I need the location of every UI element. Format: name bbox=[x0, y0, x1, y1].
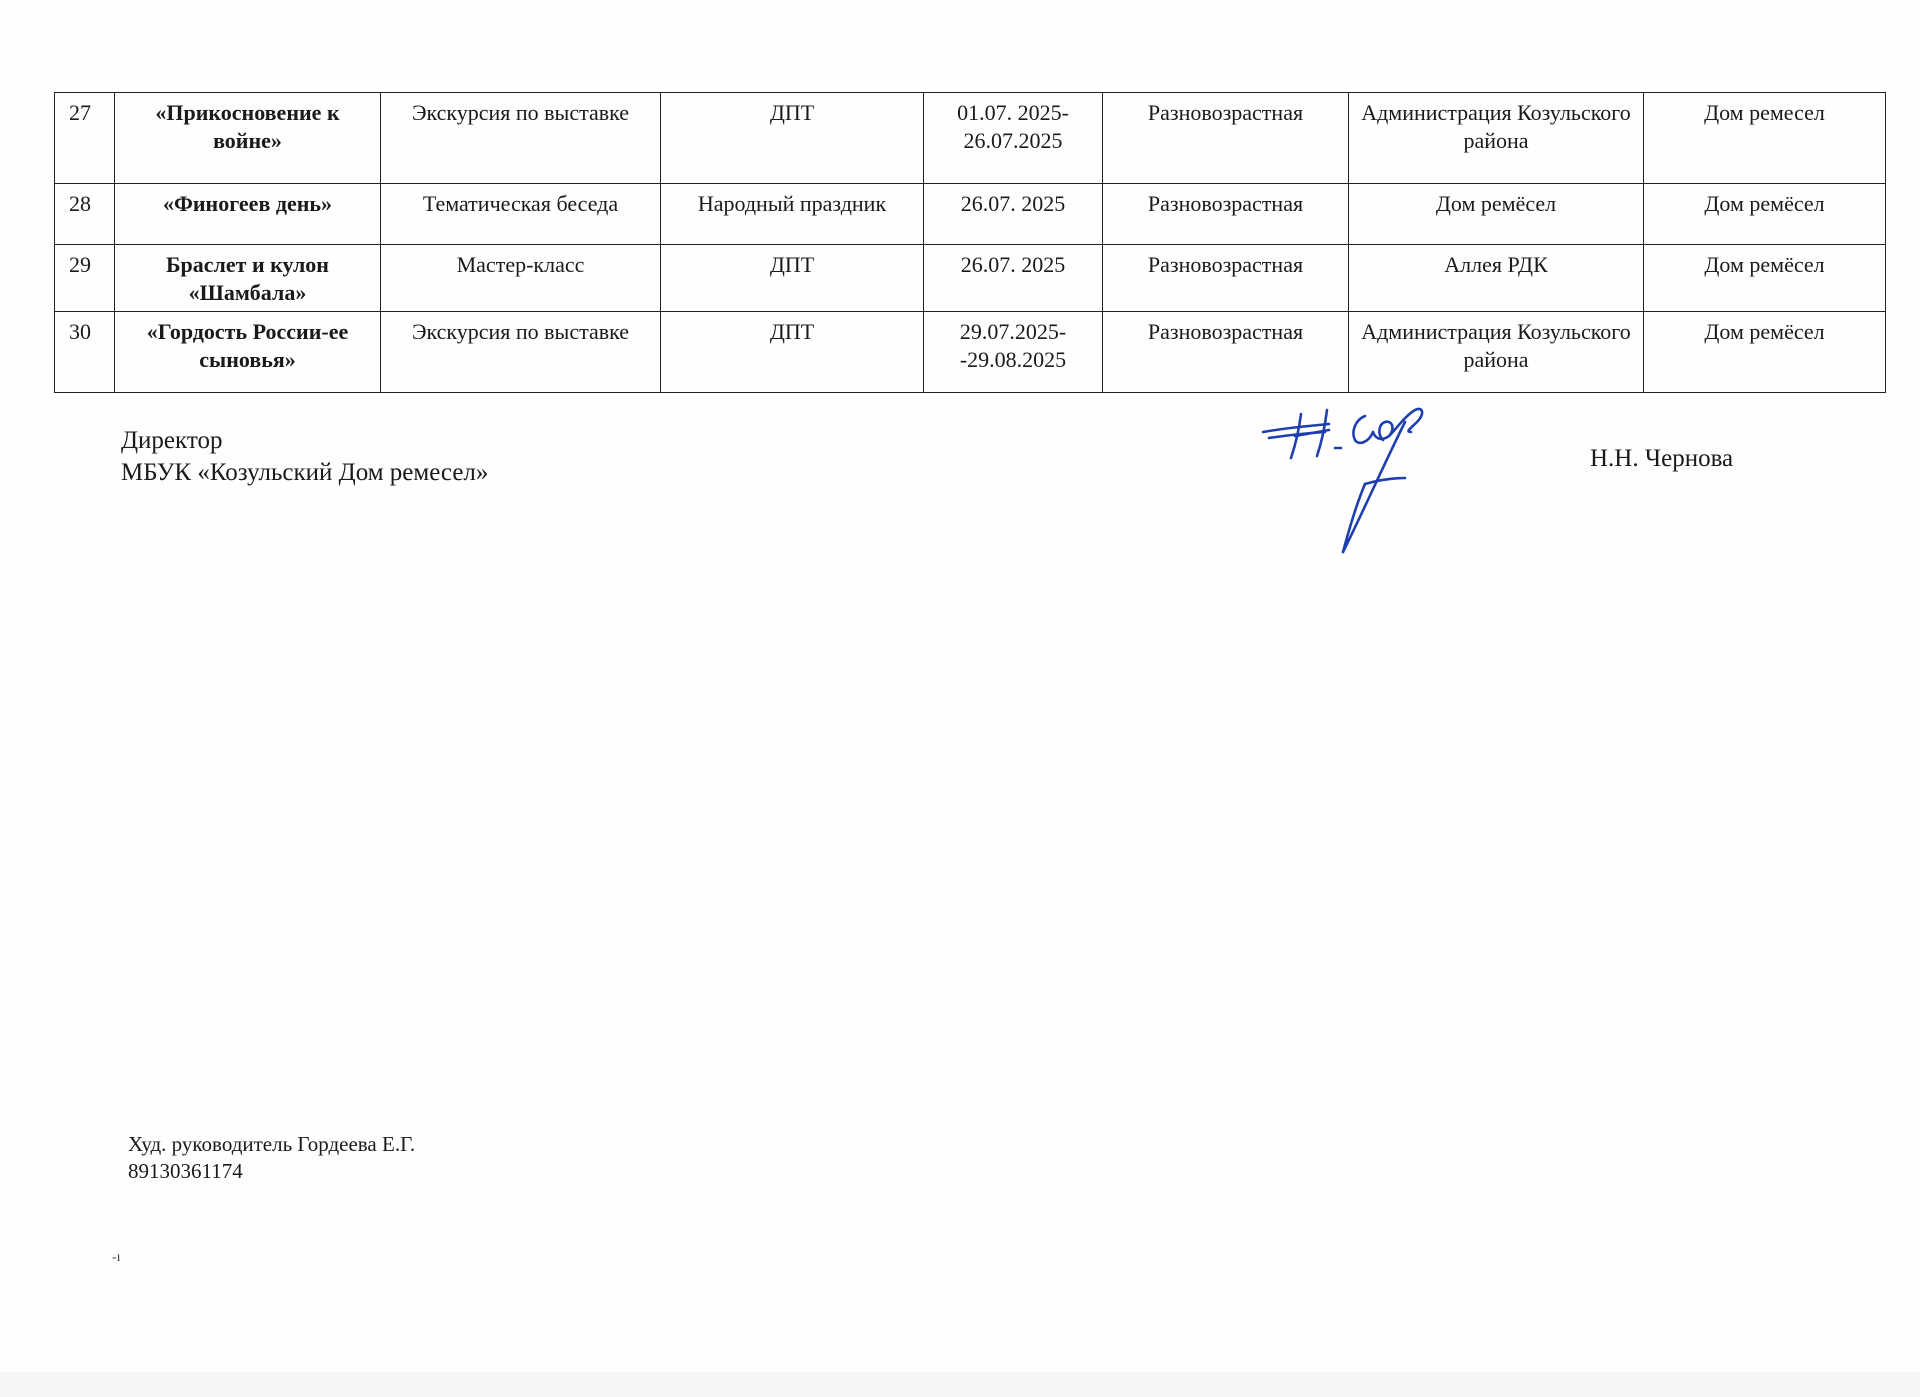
event-form: Экскурсия по выставке bbox=[381, 93, 661, 184]
row-number: 27 bbox=[55, 93, 115, 184]
signer-name: Н.Н. Чернова bbox=[1590, 445, 1734, 472]
event-direction: ДПТ bbox=[661, 93, 924, 184]
event-direction: ДПТ bbox=[661, 312, 924, 393]
event-place: Аллея РДК bbox=[1349, 245, 1644, 312]
event-organizer: Дом ремёсел bbox=[1644, 245, 1886, 312]
row-number: 29 bbox=[55, 245, 115, 312]
director-organization: МБУК «Козульский Дом ремесел» bbox=[121, 459, 489, 486]
scan-speck: -ı bbox=[112, 1250, 121, 1265]
event-form: Экскурсия по выставке bbox=[381, 312, 661, 393]
event-place: Дом ремёсел bbox=[1349, 184, 1644, 245]
row-number: 28 bbox=[55, 184, 115, 245]
event-direction: Народный праздник bbox=[661, 184, 924, 245]
director-position: Директор bbox=[121, 427, 223, 454]
event-title: «Гордость России-ее сыновья» bbox=[115, 312, 381, 393]
event-dates: 29.07.2025--29.08.2025 bbox=[924, 312, 1103, 393]
row-number: 30 bbox=[55, 312, 115, 393]
event-title: «Прикосновение к войне» bbox=[115, 93, 381, 184]
event-form: Тематическая беседа bbox=[381, 184, 661, 245]
event-organizer: Дом ремёсел bbox=[1644, 312, 1886, 393]
event-dates: 26.07. 2025 bbox=[924, 245, 1103, 312]
event-organizer: Дом ремесел bbox=[1644, 93, 1886, 184]
contact-block bbox=[128, 1131, 415, 1185]
event-place: Администрация Козульского района bbox=[1349, 312, 1644, 393]
contact-phone: 89130361174 bbox=[128, 1159, 243, 1183]
handwritten-signature bbox=[1255, 402, 1455, 562]
event-audience: Разновозрастная bbox=[1103, 184, 1349, 245]
event-direction: ДПТ bbox=[661, 245, 924, 312]
table-row bbox=[55, 184, 1886, 245]
event-audience: Разновозрастная bbox=[1103, 312, 1349, 393]
table-row bbox=[55, 93, 1886, 184]
event-form: Мастер-класс bbox=[381, 245, 661, 312]
contact-person: Худ. руководитель Гордеева Е.Г. bbox=[128, 1132, 416, 1156]
event-dates: 26.07. 2025 bbox=[924, 184, 1103, 245]
table-row bbox=[55, 312, 1886, 393]
event-organizer: Дом ремёсел bbox=[1644, 184, 1886, 245]
table-row bbox=[55, 245, 1886, 312]
event-title: Браслет и кулон «Шамбала» bbox=[115, 245, 381, 312]
events-table bbox=[54, 92, 1886, 393]
event-place: Администрация Козульского района bbox=[1349, 93, 1644, 184]
event-audience: Разновозрастная bbox=[1103, 93, 1349, 184]
event-title: «Финогеев день» bbox=[115, 184, 381, 245]
director-block bbox=[121, 425, 488, 489]
scan-edge-shade bbox=[0, 1372, 1920, 1397]
event-audience: Разновозрастная bbox=[1103, 245, 1349, 312]
event-dates: 01.07. 2025-26.07.2025 bbox=[924, 93, 1103, 184]
